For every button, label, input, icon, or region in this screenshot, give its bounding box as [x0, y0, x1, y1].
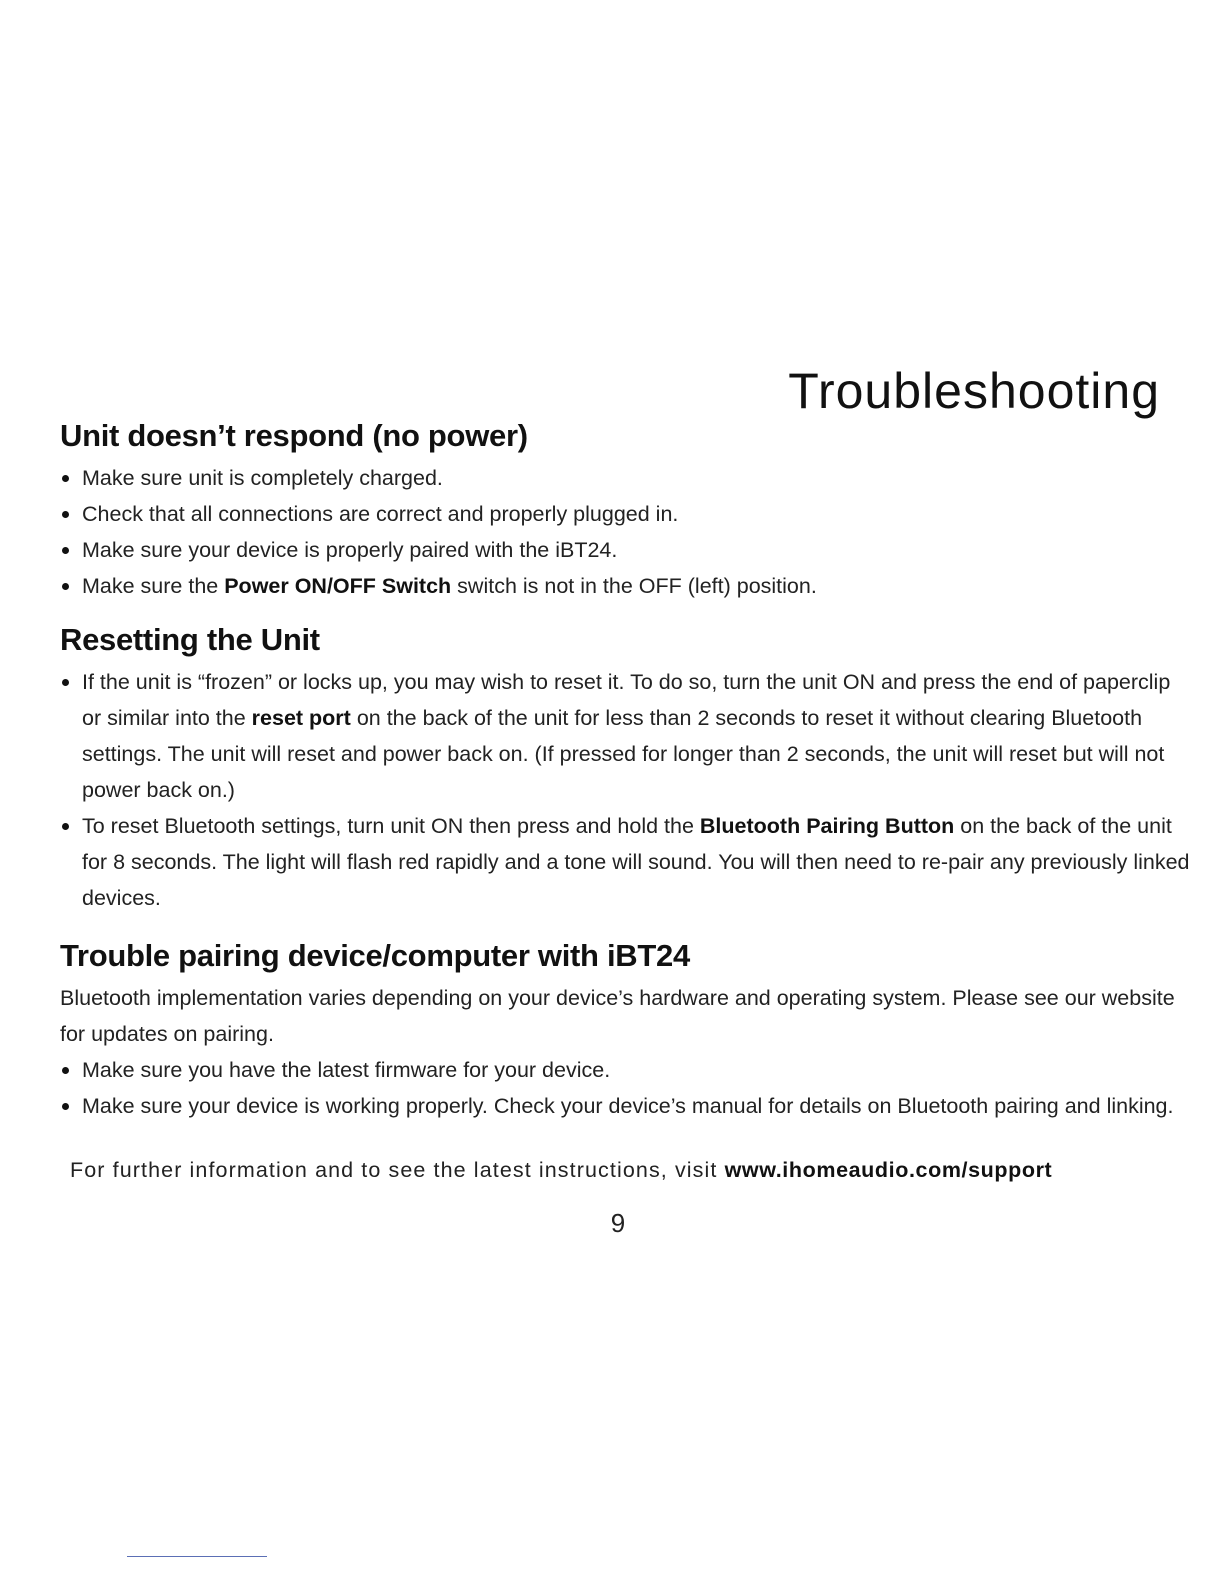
bullet-text: on the back of the unit for less than 2 seconds to reset it without clearing Bluetooth settings. The unit will reset and power back on. (If pressed for longer than 2 seconds, the unit will reset but will not power back on.) — [82, 706, 1165, 802]
bullet-item: Make sure your device is working properly. Check your device’s manual for details on Bluetooth pairing and linking. — [60, 1088, 1190, 1124]
bold-term: Bluetooth Pairing Button — [699, 814, 955, 838]
bold-term: Power ON/OFF Switch — [224, 574, 452, 598]
section-no-power — [60, 418, 1190, 604]
bullet-item: Check that all connections are correct and properly plugged in. — [60, 496, 1190, 532]
bullet-item — [60, 664, 1190, 808]
bullet-text: To reset Bluetooth settings, turn unit ON then press and hold the — [82, 814, 700, 838]
page-title: Troubleshooting — [788, 363, 1160, 419]
section-heading: Trouble pairing device/computer with iBT24 — [60, 938, 690, 973]
bullet-item: Make sure you have the latest firmware for your device. — [60, 1052, 1190, 1088]
bullet-text: switch is not in the OFF (left) position. — [451, 574, 817, 598]
bullet-list — [60, 664, 1190, 916]
section-intro: Bluetooth implementation varies depending on your device’s hardware and operating system. Please see our website for updates on pairing. — [60, 986, 1175, 1046]
section-heading: Resetting the Unit — [60, 622, 320, 657]
bullet-item: Make sure your device is properly paired with the iBT24. — [60, 532, 1190, 568]
page-number: 9 — [610, 1208, 626, 1238]
further-info — [70, 1158, 1052, 1183]
bullet-list — [60, 1052, 1190, 1124]
bullet-item — [60, 808, 1190, 916]
bullet-list — [60, 460, 1190, 604]
further-info-text: For further information and to see the latest instructions, visit — [70, 1158, 725, 1182]
bullet-text: on the back of the unit for 8 seconds. The light will flash red rapidly and a tone will sound. You will then need to re-pair any previously linked devices. — [82, 814, 1190, 910]
bullet-text: Make sure the — [82, 574, 225, 598]
section-heading: Unit doesn’t respond (no power) — [60, 418, 528, 453]
bullet-item — [60, 568, 1190, 604]
section-resetting — [60, 622, 1190, 916]
bold-term: reset port — [251, 706, 351, 730]
bullet-item: Make sure unit is completely charged. — [60, 460, 1190, 496]
bottom-rule — [127, 1556, 267, 1557]
section-pairing — [60, 938, 1190, 1124]
bullet-text: If the unit is “frozen” or locks up, you may wish to reset it. To do so, turn the unit ON and press the end of paperclip or similar into the — [82, 670, 1171, 730]
support-link[interactable]: www.ihomeaudio.com/support — [724, 1158, 1053, 1182]
